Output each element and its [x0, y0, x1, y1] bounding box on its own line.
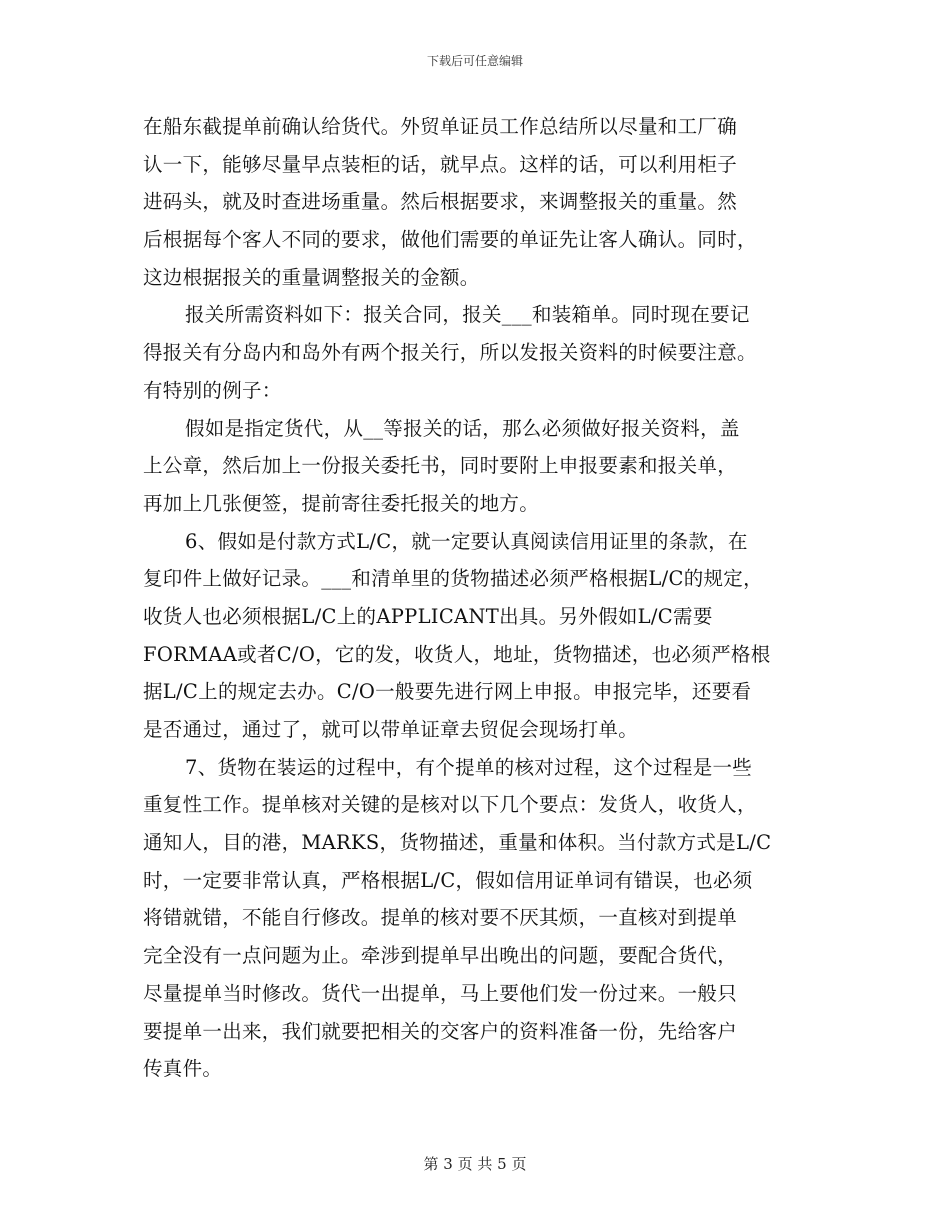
text-line: 时，一定要非常认真，严格根据L/C，假如信用证单词有错误，也必须	[143, 868, 753, 892]
text-line: 重复性工作。提单核对关键的是核对以下几个要点：发货人，收货人，	[143, 793, 757, 817]
text-line: 传真件。	[143, 1057, 223, 1081]
text-line: 复印件上做好记录。___和清单里的货物描述必须严格根据L/C的规定，	[143, 567, 763, 591]
paragraph-start-line: 7、货物在装运的过程中，有个提单的核对过程，这个过程是一些	[185, 755, 753, 779]
document-body	[143, 108, 815, 1088]
text-line: 尽量提单当时修改。货代一出提单，马上要他们发一份过来。一般只	[143, 981, 738, 1005]
text-line: 是否通过，通过了，就可以带单证章去贸促会现场打单。	[143, 718, 639, 741]
text-line: 后根据每个客人不同的要求，做他们需要的单证先让客人确认。同时，	[143, 228, 757, 252]
text-line: 收货人也必须根据L/C上的APPLICANT出具。另外假如L/C需要	[143, 604, 713, 628]
paragraph-start-line: 报关所需资料如下：报关合同，报关___和装箱单。同时现在要记	[185, 303, 750, 327]
page-number: 第 3 页 共 5 页	[423, 1155, 527, 1173]
text-line: 将错就错，不能自行修改。提单的核对要不厌其烦，一直核对到提单	[143, 906, 738, 930]
text-line: 通知人，目的港，MARKS，货物描述，重量和体积。当付款方式是L/C	[143, 831, 772, 855]
text-line: FORMAA或者C/O，它的发，收货人，地址，货物描述，也必须严格根	[143, 642, 771, 666]
text-line: 要提单一出来，我们就要把相关的交客户的资料准备一份，先给客户	[143, 1019, 738, 1043]
text-line: 认一下，能够尽量早点装柜的话，就早点。这样的话，可以利用柜子	[143, 152, 738, 176]
text-line: 据L/C上的规定去办。C/O一般要先进行网上申报。申报完毕，还要看	[143, 680, 752, 704]
page-header: 下载后可任意编辑	[426, 54, 523, 68]
text-line: 进码头，就及时查进场重量。然后根据要求，来调整报关的重量。然	[143, 190, 738, 214]
text-line: 这边根据报关的重量调整报关的金额。	[143, 265, 480, 289]
text-line: 完全没有一点问题为止。牵涉到提单早出晚出的问题，要配合货代，	[143, 944, 738, 968]
text-line: 上公章，然后加上一份报关委托书，同时要附上申报要素和报关单，	[143, 454, 738, 478]
text-line: 有特别的例子：	[143, 378, 282, 402]
paragraph-start-line: 6、假如是付款方式L/C，就一定要认真阅读信用证里的条款，在	[185, 529, 748, 553]
paragraph-start-line: 假如是指定货代，从__等报关的话，那么必须做好报关资料，盖	[185, 416, 740, 440]
text-line: 得报关有分岛内和岛外有两个报关行，所以发报关资料的时候要注意。	[143, 341, 757, 365]
text-line: 再加上几张便签，提前寄往委托报关的地方。	[143, 491, 540, 515]
text-line: 在船东截提单前确认给货代。外贸单证员工作总结所以尽量和工厂确	[143, 115, 738, 138]
